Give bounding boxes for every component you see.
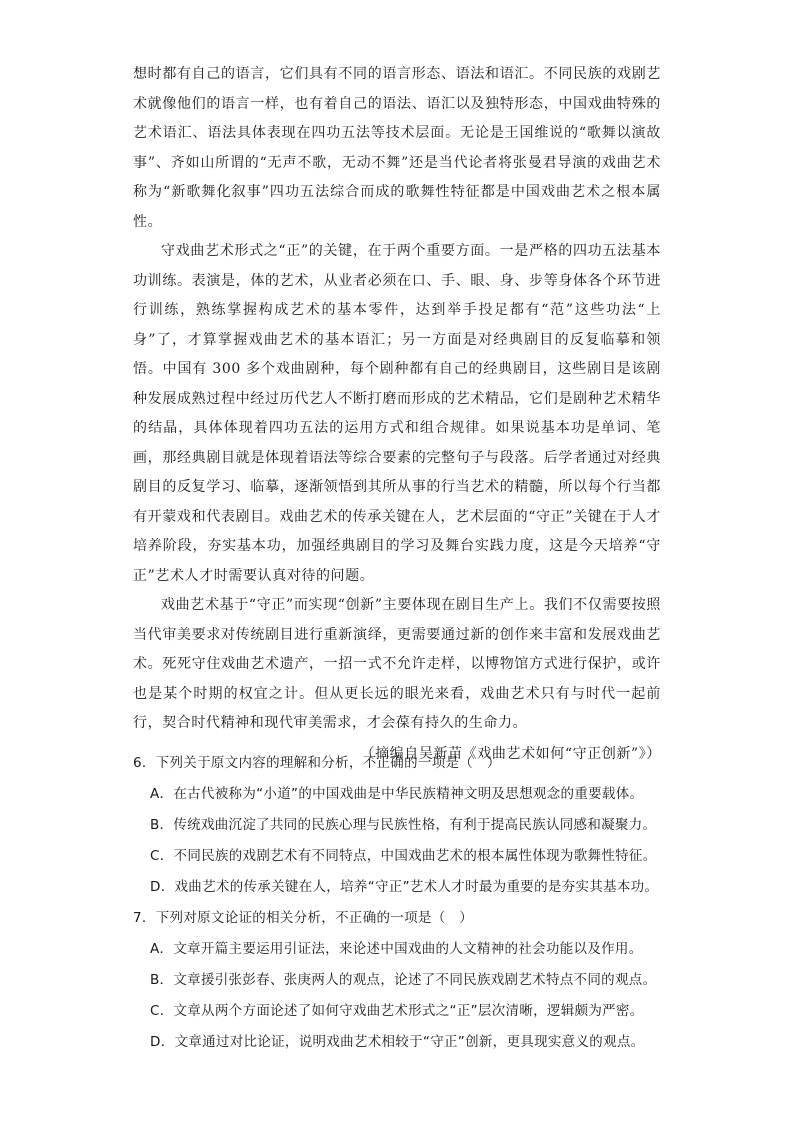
question-7-option-a: A．文章开篇主要运用引证法，来论述中国戏曲的人文精神的社会功能以及作用。 [150,941,643,957]
question-7-option-d: D．文章通过对比论证，说明戏曲艺术相较于“守正”创新，更具现实意义的观点。 [150,1034,645,1050]
question-list [133,748,673,1058]
question-7 [133,903,673,1058]
passage-paragraph-3: 戏曲艺术基于“守正”而实现“创新”主要体现在剧目生产上。我们不仅需要按照当代审美要求对传统剧目进行重新演绎，更需要通过新的创作来丰富和发展戏曲艺术。死死守住戏曲艺术遗产，一招一式不允许走样，以博物馆方式进行保护，或许也是某个时期的权宜之计。但从更长远的眼光来看，戏曲艺术只有与时代一起前行，契合时代精神和现代审美需求，才会葆有持久的生命力。 [133,597,661,731]
question-7-option-c: C．文章从两个方面论述了如何守戏曲艺术形式之“正”层次清晰，逻辑颇为严密。 [150,1003,644,1019]
reading-passage [133,60,661,769]
passage-source: （摘编自吴新苗《戏曲艺术如何“守正创新”》） [360,745,661,762]
passage-paragraph-1: 想时都有自己的语言，它们具有不同的语言形态、语法和语汇。不同民族的戏剧艺术就像他们的语言一样，也有着自己的语法、语汇以及独特形态，中国戏曲特殊的艺术语汇、语法具体表现在四功五法等技术层面。无论是王国维说的“歌舞以演故事”、齐如山所谓的“无声不歌，无动不舞”还是当代论者将张曼君导演的戏曲艺术称为“新歌舞化叙事”四功五法综合而成的歌舞性特征都是中国戏曲艺术之根本属性。 [133,66,661,230]
question-7-stem: 7．下列对原文论证的相关分析，不正确的一项是（ ） [133,910,474,926]
question-6 [133,748,673,903]
question-6-option-c: C．不同民族的戏剧艺术有不同特点，中国戏曲艺术的根本属性体现为歌舞性特征。 [150,848,657,864]
passage-paragraph-2: 守戏曲艺术形式之“正”的关键，在于两个重要方面。一是严格的四功五法基本功训练。表演是，体的艺术，从业者必须在口、手、眼、身、步等身体各个环节进行训练，熟练掌握构成艺术的基本零件，达到举手投足都有“范”这些功法“上身”了，才算掌握戏曲艺术的基本语汇；另一方面是对经典剧目的反复临摹和领悟。中国有 300 多个戏曲剧种，每个剧种都有自己的经典剧目，这些剧目是该剧种发展成熟过程中经过历代艺人不断打磨而形成的艺术精品，它们是剧种艺术精华的结晶，具体体现着四功五法的运用方式和组合规律。如果说基本功是单词、笔画，那经典剧目就是体现着语法等综合要素的完整句子与段落。后学者通过对经典剧目的反复学习、临摹，逐渐领悟到其所从事的行当艺术的精髓，所以每个行当都有开蒙戏和代表剧目。戏曲艺术的传承关键在人，艺术层面的“守正”关键在于人才培养阶段，夯实基本功，加强经典剧目的学习及舞台实践力度，这是今天培养“守正”艺术人才时需要认真对待的问题。 [133,243,661,584]
question-7-option-b: B．文章援引张彭春、张庚两人的观点，论述了不同民族戏剧艺术特点不同的观点。 [150,972,657,988]
question-6-option-d: D．戏曲艺术的传承关键在人，培养“守正”艺术人才时最为重要的是夯实其基本功。 [150,879,659,895]
question-6-stem: 6．下列关于原文内容的理解和分析，不正确的一项是（ ） [133,755,501,771]
question-6-option-b: B．传统戏曲沉淀了共同的民族心理与民族性格，有利于提高民族认同感和凝聚力。 [150,817,657,833]
question-6-option-a: A．在古代被称为“小道”的中国戏曲是中华民族精神文明及思想观念的重要载体。 [150,786,644,802]
